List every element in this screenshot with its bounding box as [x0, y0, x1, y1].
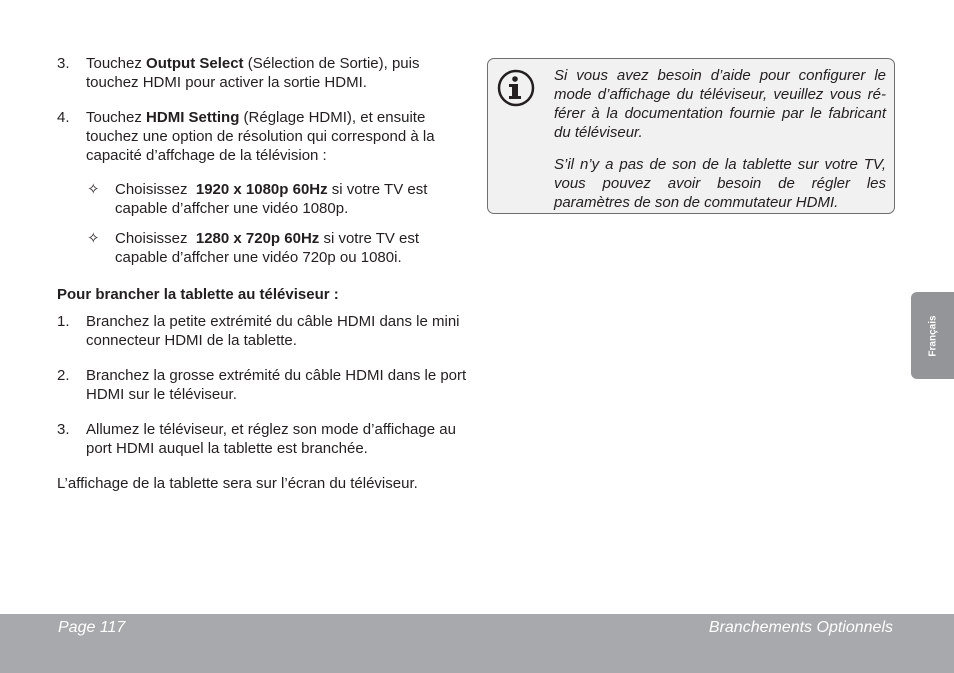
step-item: [57, 108, 467, 165]
step-item: [57, 312, 467, 350]
option-text-bold: 1280 x 720p 60Hz: [195, 230, 320, 247]
resolution-option: [57, 180, 467, 218]
option-text-post: si votre TV est capable d’affcher une vidéo 1080p.: [115, 181, 428, 217]
step-text-post: (Sélection de Sortie), puis touchez HDMI pour activer la sortie HDMI.: [86, 55, 420, 91]
step-text: Allumez le téléviseur, et réglez son mode d’affichage au port HDMI auquel la tablette est branchée.: [86, 421, 456, 457]
note-paragraph: S’il n’y a pas de son de la tablette sur votre TV, vous pouvez avoir besoin de régler les paramètres de son de commutateur HDMI.: [554, 156, 886, 211]
note-paragraph: Si vous avez besoin d’aide pour configurer le mode d’affichage du téléviseur, veuillez vous ré-férer à la documentation fournie par le fabricant du téléviseur.: [554, 67, 886, 141]
step-number: 4.: [57, 109, 70, 126]
diamond-star-icon: ✧: [87, 230, 100, 247]
main-column: [57, 54, 467, 493]
page-footer: [0, 614, 954, 673]
step-text: Branchez la grosse extrémité du câble HDMI dans le port HDMI sur le téléviseur.: [86, 367, 467, 403]
step-number: 3.: [57, 421, 70, 438]
option-text-pre: Choisissez: [115, 230, 196, 247]
step-item: [57, 366, 467, 404]
note-text: [554, 66, 886, 225]
info-icon: [497, 69, 535, 107]
step-text-pre: Touchez: [86, 109, 147, 126]
step-number: 2.: [57, 367, 70, 384]
page-number: Page 117: [58, 619, 126, 636]
step-text-bold: Output Select: [146, 55, 244, 72]
resolution-option: [57, 229, 467, 267]
option-text-bold: 1920 x 1080p 60Hz: [195, 181, 328, 198]
closing-paragraph: L’affichage de la tablette sera sur l’écran du téléviseur.: [57, 475, 418, 492]
step-text-pre: Touchez: [86, 55, 147, 72]
step-item: [57, 54, 467, 92]
diamond-star-icon: ✧: [87, 181, 100, 198]
option-text-pre: Choisissez: [115, 181, 196, 198]
step-item: [57, 420, 467, 458]
step-number: 3.: [57, 55, 70, 72]
step-text-post: (Réglage HDMI), et ensuite touchez une option de résolution qui correspond à la capacité d’affchage de la télévision :: [86, 109, 435, 164]
section-title: Branchements Optionnels: [708, 619, 893, 636]
language-tab: [911, 292, 954, 379]
language-tab-label: Français: [927, 314, 938, 357]
info-note-box: [487, 58, 895, 214]
step-text-bold: HDMI Setting: [146, 109, 240, 126]
option-text-post: si votre TV est capable d’affcher une vidéo 720p ou 1080i.: [115, 230, 420, 266]
step-text: Branchez la petite extrémité du câble HDMI dans le mini connecteur HDMI de la tablette.: [86, 313, 460, 349]
step-number: 1.: [57, 313, 70, 330]
section-heading: Pour brancher la tablette au téléviseur :: [57, 286, 339, 303]
